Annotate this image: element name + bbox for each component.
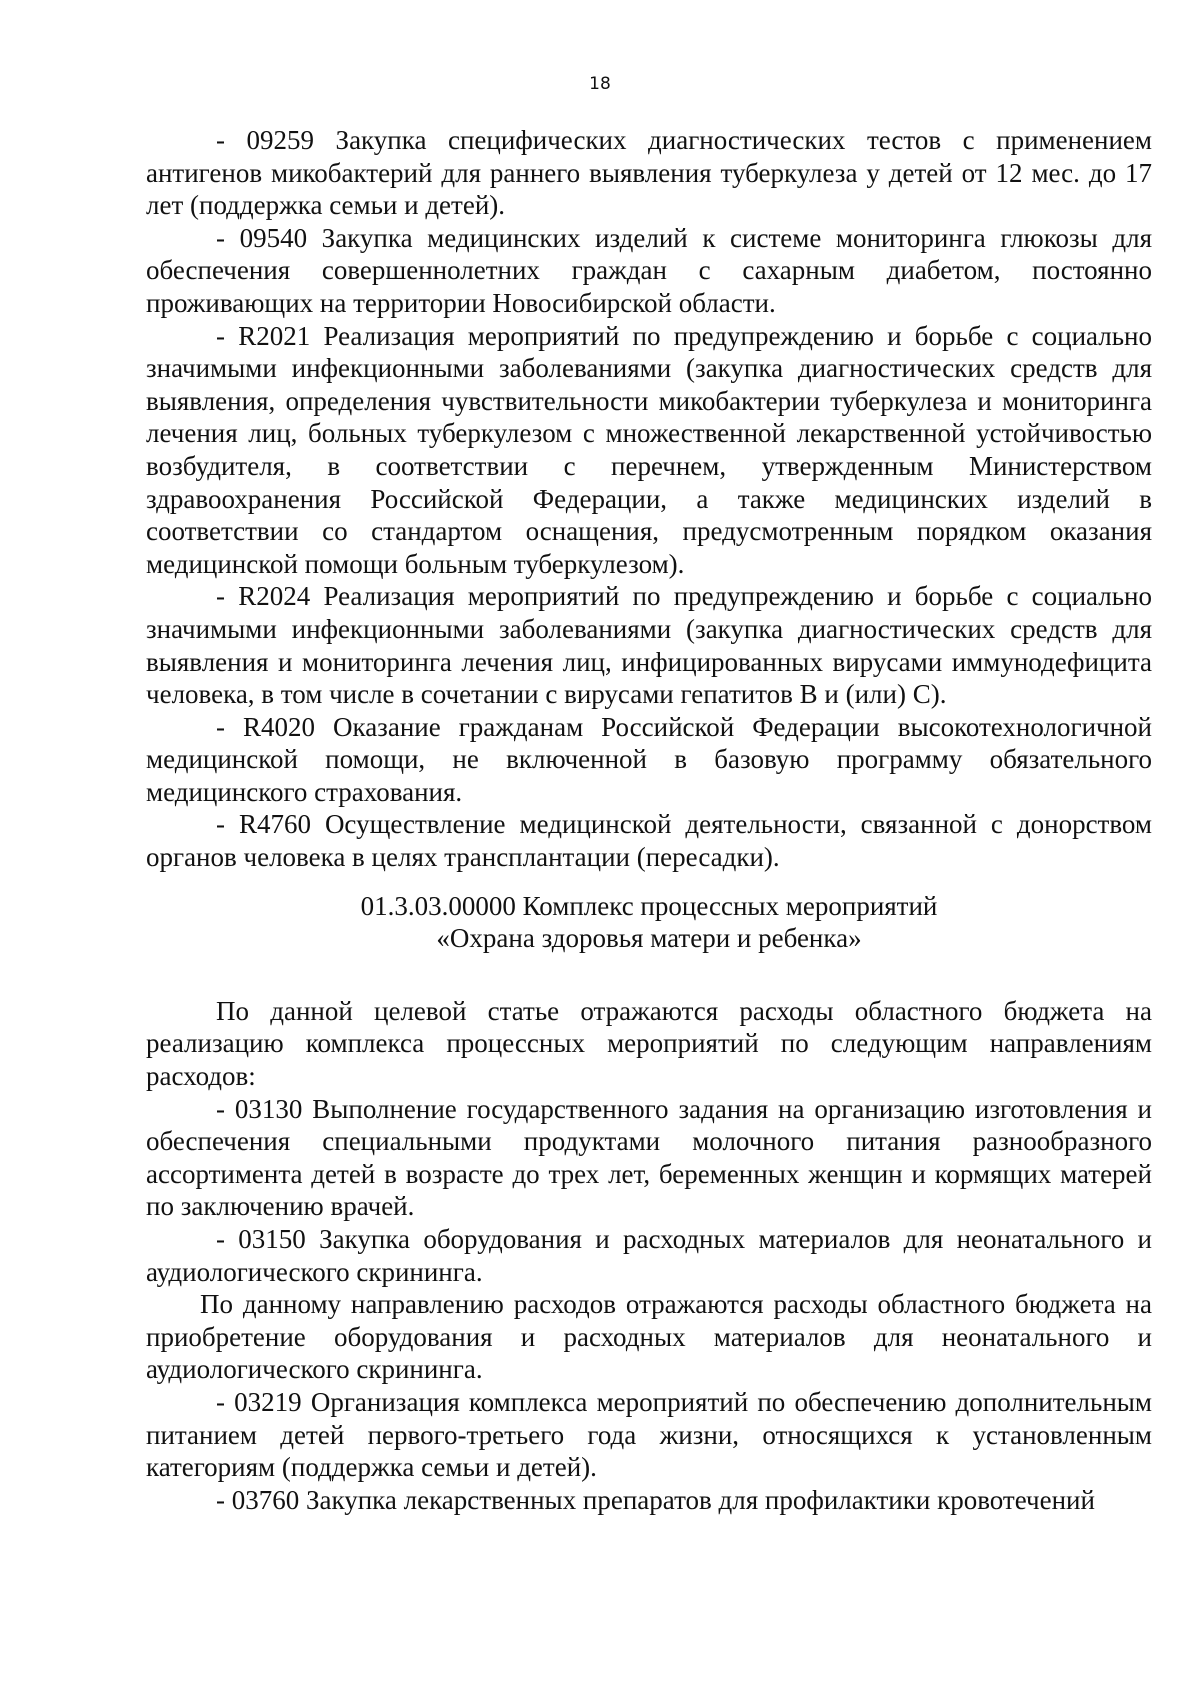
paragraph-03760: - 03760 Закупка лекарственных препаратов для профилактики кровотечений <box>216 1484 1095 1515</box>
paragraph-03150: - 03150 Закупка оборудования и расходных материалов для неонатального и аудиологического скрининга. <box>146 1224 1152 1287</box>
page-number: 18 <box>589 74 611 94</box>
paragraph-03219: - 03219 Организация комплекса мероприятий по обеспечению дополнительным питанием детей первого-третьего года жизни, относящихся к установленным категориям (поддержка семьи и детей). <box>146 1386 1152 1483</box>
paragraph-09540: - 09540 Закупка медицинских изделий к системе мониторинга глюкозы для обеспечения совершеннолетних граждан с сахарным диабетом, постоянно проживающих на территории Новосибирской области. <box>146 222 1152 318</box>
paragraph-03130: - 03130 Выполнение государственного задания на организацию изготовления и обеспечения специальными продуктами молочного питания разнообразного ассортимента детей в возрасте до трех лет, беременных женщин и кормящих матерей по заключению врачей. <box>146 1093 1152 1222</box>
paragraph-intro: По данной целевой статье отражаются расходы областного бюджета на реализацию комплекса процессных мероприятий по следующим направлениям расходов: <box>146 995 1152 1092</box>
paragraph-09259: - 09259 Закупка специфических диагностических тестов с применением антигенов микобактерий для раннего выявления туберкулеза у детей от 12 мес. до 17 лет (поддержка семьи и детей). <box>146 125 1152 221</box>
spacer <box>146 955 1152 995</box>
spacer <box>146 874 1152 890</box>
paragraph-r2024: - R2024 Реализация мероприятий по предупреждению и борьбе с социально значимыми инфекционными заболеваниями (закупка диагностических средств для выявления и мониторинга лечения лиц, инфицированных вирусами иммунодефицита человека, в том числе в сочетании с вирусами гепатитов B и (или) C). <box>146 581 1152 710</box>
section-heading-title: «Охрана здоровья матери и ребенка» <box>436 923 862 954</box>
paragraph-r4020: - R4020 Оказание гражданам Российской Федерации высокотехнологичной медицинской помощи, не включенной в базовую программу обязательного медицинского страхования. <box>146 711 1152 807</box>
paragraph-r4760: - R4760 Осуществление медицинской деятельности, связанной с донорством органов человека в целях трансплантации (пересадки). <box>146 809 1152 873</box>
section-heading-code: 01.3.03.00000 Комплекс процессных мероприятий <box>360 890 938 921</box>
paragraph-r2021: - R2021 Реализация мероприятий по предупреждению и борьбе с социально значимыми инфекционными заболеваниями (закупка диагностических средств для выявления, определения чувствительности микобактерии туберкулеза и мониторинга лечения лиц, больных туберкулезом с множественной лекарственной устойчивостью возбудителя, в соответствии с перечнем, утвержденным Министерством здравоохранения Российской Федерации, а также медицинских изделий в соответствии со стандартом оснащения, предусмотренным порядком оказания медицинской помощи больным туберкулезом). <box>146 320 1152 579</box>
document-body <box>146 124 1152 1516</box>
paragraph-03150-note: По данному направлению расходов отражаются расходы областного бюджета на приобретение оборудования и расходных материалов для неонатального и аудиологического скрининга. <box>146 1289 1152 1385</box>
